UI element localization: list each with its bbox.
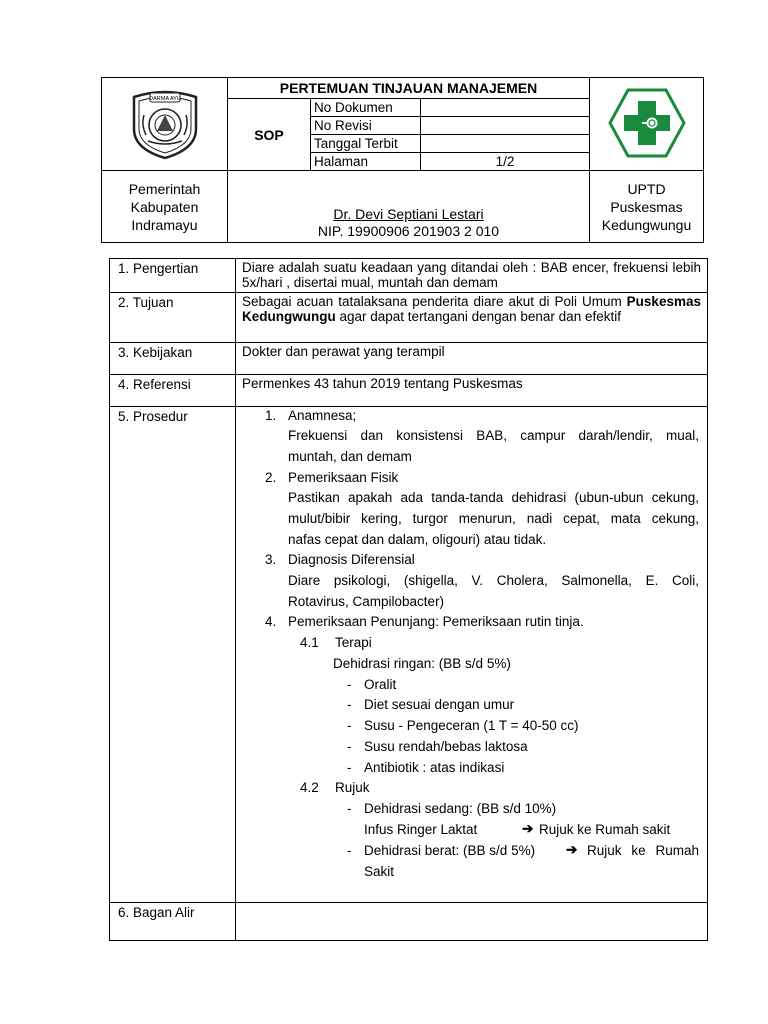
label-tujuan: 2. Tujuan <box>110 293 236 343</box>
rujuk-dehidrasi-berat-dest-2: Sakit <box>364 864 395 879</box>
step-2-title: Pemeriksaan Fisik <box>288 470 399 485</box>
field-value-no-revisi <box>421 117 590 135</box>
step-3-number: 3. <box>265 552 277 567</box>
document-title: PERTEMUAN TINJAUAN MANAJEMEN <box>228 78 590 99</box>
step-4-1-title: Terapi <box>335 635 372 650</box>
signatory-name: Dr. Devi Septiani Lestari <box>333 206 484 222</box>
rujuk-infus: Infus Ringer Laktat <box>364 822 478 837</box>
sop-label: SOP <box>228 99 311 171</box>
regency-seal-icon <box>126 85 204 161</box>
step-1-number: 1. <box>265 408 277 423</box>
step-3-line-2: Rotavirus, Campilobacter) <box>288 594 445 609</box>
step-2-line-3: nafas cepat dan dalam, oligouri) atau tidak. <box>288 532 547 547</box>
rujuk-dehidrasi-sedang: Dehidrasi sedang: (BB s/d 10%) <box>364 801 557 816</box>
field-value-no-dokumen <box>421 99 590 117</box>
field-value-halaman: 1/2 <box>421 153 590 171</box>
left-organization <box>102 171 228 243</box>
row-kebijakan <box>110 343 708 375</box>
label-prosedur: 5. Prosedur <box>110 407 236 903</box>
right-organization <box>590 171 704 243</box>
step-4-2-number: 4.2 <box>300 780 319 795</box>
field-label-no-dokumen: No Dokumen <box>311 99 421 117</box>
signatory-nip: NIP. 19900906 201903 2 010 <box>317 223 500 239</box>
left-org-line-2: Kabupaten <box>130 198 199 215</box>
left-org-line-3: Indramayu <box>131 216 198 233</box>
rujuk-destination: Rujuk ke Rumah sakit <box>539 822 671 837</box>
left-org-line-1: Pemerintah <box>128 180 201 197</box>
right-org-line-1: UPTD <box>627 180 666 197</box>
step-4-number: 4. <box>265 614 277 629</box>
bullet-dash: - <box>347 677 352 692</box>
tujuan-text-1: Sebagai acuan tatalaksana penderita diare akut di Poli Umum <box>242 294 622 309</box>
step-3-title: Diagnosis Diferensial <box>288 552 415 567</box>
row-pengertian <box>110 259 708 293</box>
field-label-halaman: Halaman <box>311 153 421 171</box>
row-bagan-alir <box>110 903 708 941</box>
bullet-dash: - <box>347 739 352 754</box>
signatory <box>228 171 590 243</box>
step-1-title: Anamnesa; <box>288 408 357 423</box>
terapi-item-susu-rendah: Susu rendah/bebas laktosa <box>364 739 528 754</box>
arrow-right-icon: ➔ <box>566 842 578 857</box>
text-referensi: Permenkes 43 tahun 2019 tentang Puskesmas <box>236 375 708 407</box>
label-referensi: 4. Referensi <box>110 375 236 407</box>
logo-cell <box>590 78 704 171</box>
field-label-no-revisi: No Revisi <box>311 117 421 135</box>
step-1-line-1: Frekuensi dan konsistensi BAB, campur darah/lendir, mual, <box>288 428 699 443</box>
right-org-line-2: Puskesmas <box>610 198 683 215</box>
label-pengertian: 1. Pengertian <box>110 259 236 293</box>
field-value-tanggal-terbit <box>421 135 590 153</box>
rujuk-dehidrasi-berat: Dehidrasi berat: (BB s/d 5%) <box>364 843 536 858</box>
step-3-line-1: Diare psikologi, (shigella, V. Cholera, Salmonella, E. Coli, <box>288 573 699 588</box>
terapi-item-antibiotik: Antibiotik : atas indikasi <box>364 760 505 775</box>
step-2-number: 2. <box>265 470 277 485</box>
field-label-tanggal-terbit: Tanggal Terbit <box>311 135 421 153</box>
bullet-dash: - <box>347 801 352 816</box>
row-prosedur <box>110 407 708 903</box>
text-tujuan <box>236 293 708 343</box>
tujuan-text-2: agar dapat tertangani dengan benar dan efektif <box>339 309 621 324</box>
bullet-dash: - <box>347 718 352 733</box>
step-4-2-title: Rujuk <box>335 780 370 795</box>
step-2-line-2: mulut/bibir kering, turgor menurun, nadi cepat, mata cekung, <box>288 511 699 526</box>
terapi-item-oralit: Oralit <box>364 677 397 692</box>
terapi-subtitle: Dehidrasi ringan: (BB s/d 5%) <box>333 656 511 671</box>
label-kebijakan: 3. Kebijakan <box>110 343 236 375</box>
text-bagan-alir <box>236 903 708 941</box>
sop-content-table <box>109 258 708 941</box>
document-header <box>101 77 704 243</box>
terapi-item-diet: Diet sesuai dengan umur <box>364 697 515 712</box>
seal-cell <box>102 78 228 171</box>
row-tujuan <box>110 293 708 343</box>
step-1-line-2: muntah, dan demam <box>288 449 412 464</box>
label-bagan-alir: 6. Bagan Alir <box>110 903 236 941</box>
terapi-item-susu-pengeceran: Susu - Pengeceran (1 T = 40-50 cc) <box>364 718 579 733</box>
seal-motto: DARMA AYU <box>148 95 181 102</box>
tujuan-puskesmas-name: Puskesmas Kedungwungu <box>242 294 701 324</box>
text-kebijakan: Dokter dan perawat yang terampil <box>236 343 708 375</box>
puskesmas-logo-icon <box>608 87 686 159</box>
bullet-dash: - <box>347 697 352 712</box>
row-referensi <box>110 375 708 407</box>
step-2-line-1: Pastikan apakah ada tanda-tanda dehidrasi (ubun-ubun cekung, <box>288 490 699 505</box>
bullet-dash: - <box>347 760 352 775</box>
step-4-title: Pemeriksaan Penunjang: Pemeriksaan rutin tinja. <box>288 614 584 629</box>
rujuk-dehidrasi-berat-dest: Rujuk ke Rumah <box>587 843 699 858</box>
right-org-line-3: Kedungwungu <box>601 216 692 233</box>
bullet-dash: - <box>347 843 352 858</box>
prosedur-content <box>236 407 708 903</box>
text-pengertian: Diare adalah suatu keadaan yang ditandai oleh : BAB encer, frekuensi lebih 5x/hari , disertai mual, muntah dan demam <box>236 259 708 293</box>
arrow-right-icon: ➔ <box>522 821 534 836</box>
step-4-1-number: 4.1 <box>300 635 319 650</box>
